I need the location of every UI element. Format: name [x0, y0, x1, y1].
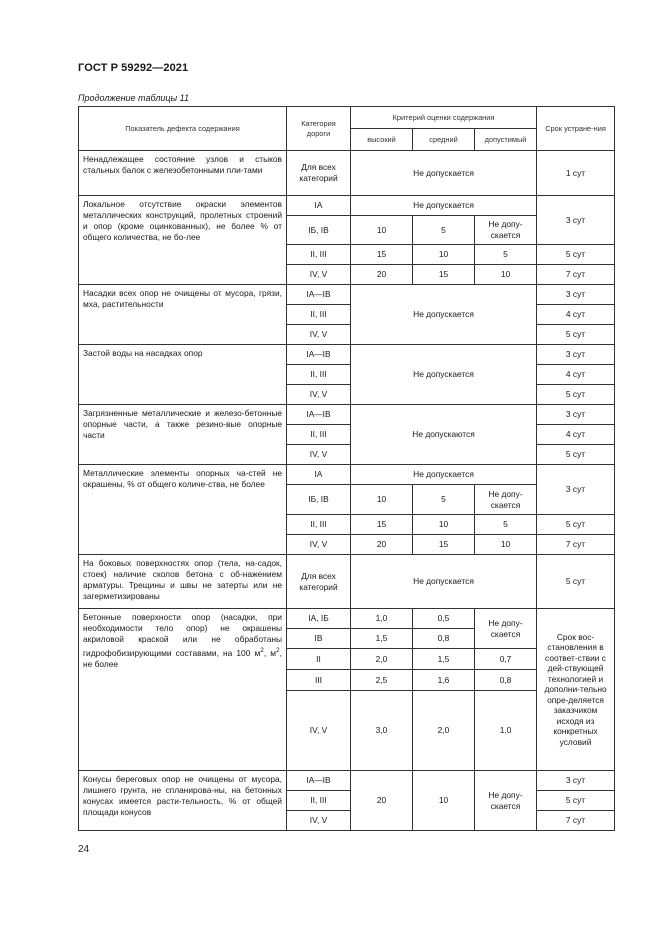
row-category: II, III: [287, 791, 351, 811]
row-allowed: 0,7: [475, 649, 537, 670]
row-category: IA: [287, 196, 351, 216]
row-high: 1,5: [351, 629, 413, 649]
table-row: [79, 609, 615, 629]
row-term: 5 сут: [537, 555, 615, 609]
desc-part: Бетонные поверхности опор (насадки, при необходимости тело опор) не окрашены акриловой краской или не обработаны гидрофобизирующими составами, на 100 м: [83, 612, 282, 658]
row-description: Застой воды на насадках опор: [79, 345, 287, 405]
table-row: [79, 771, 615, 791]
row-criteria: Не допускается: [351, 151, 537, 196]
row-term: 7 сут: [537, 811, 615, 831]
header-criteria: Критерий оценки содержания: [351, 107, 537, 129]
header-indicator: Показатель дефекта содержания: [79, 107, 287, 151]
row-category: IA—IB: [287, 405, 351, 425]
row-allowed: Не допу-скается: [475, 485, 537, 515]
row-category: Для всех категорий: [287, 555, 351, 609]
row-criteria: Не допускается: [351, 196, 537, 216]
document-title: ГОСТ Р 59292—2021: [78, 62, 189, 74]
row-medium: 0,8: [413, 629, 475, 649]
row-term: 5 сут: [537, 245, 615, 265]
defects-table: [78, 106, 615, 831]
row-category: IV, V: [287, 691, 351, 771]
row-allowed: 1,0: [475, 691, 537, 771]
row-high: 1,0: [351, 609, 413, 629]
row-term: 3 сут: [537, 285, 615, 305]
row-allowed: 10: [475, 265, 537, 285]
row-category: II, III: [287, 515, 351, 535]
header-row: [79, 107, 615, 129]
header-high: высокий: [351, 129, 413, 151]
desc-part: , м: [263, 647, 277, 658]
row-description: Ненадлежащее состояние узлов и стыков стальных балок с железобетонными пли-тами: [79, 151, 287, 196]
row-term: 5 сут: [537, 385, 615, 405]
row-medium: 0,5: [413, 609, 475, 629]
row-high: 15: [351, 515, 413, 535]
row-description: Локальное отсутствие окраски элементов металлических конструкций, пролетных строений и опор (кроме оцинкованных), не более % от общего количества, не бо-лее: [79, 196, 287, 285]
row-high: 3,0: [351, 691, 413, 771]
row-allowed: Не допу-скается: [475, 216, 537, 245]
row-category: IA—IB: [287, 771, 351, 791]
row-term: 7 сут: [537, 535, 615, 555]
row-category: IV, V: [287, 325, 351, 345]
row-medium: 15: [413, 535, 475, 555]
row-high: 10: [351, 485, 413, 515]
row-category: IV, V: [287, 811, 351, 831]
table-row: [79, 465, 615, 485]
row-medium: 10: [413, 245, 475, 265]
superscript: 2: [276, 647, 280, 654]
superscript: 2: [260, 647, 264, 654]
row-high: 20: [351, 265, 413, 285]
table-row: [79, 555, 615, 609]
row-criteria: Не допускаются: [351, 405, 537, 465]
row-allowed: Не допу-скается: [475, 771, 537, 831]
header-category: Категория дороги: [287, 107, 351, 151]
row-category: IV, V: [287, 265, 351, 285]
row-description: Конусы береговых опор не очищены от мусора, лишнего грунта, не спланирова-ны, на бетонных конусах имеется расти-тельность, % от общей площади конусов: [79, 771, 287, 831]
table-row: [79, 151, 615, 196]
row-high: 15: [351, 245, 413, 265]
row-criteria: Не допускается: [351, 285, 537, 345]
table-row: [79, 405, 615, 425]
row-category: IБ, IВ: [287, 216, 351, 245]
row-term: 3 сут: [537, 465, 615, 515]
row-medium: 10: [413, 515, 475, 535]
row-allowed: Не допу-скается: [475, 609, 537, 649]
row-category: III: [287, 670, 351, 691]
row-allowed: 5: [475, 245, 537, 265]
row-medium: 2,0: [413, 691, 475, 771]
row-term: 7 сут: [537, 265, 615, 285]
row-category: II, III: [287, 305, 351, 325]
row-category: IV, V: [287, 445, 351, 465]
row-description: [79, 609, 287, 771]
row-category: IV, V: [287, 385, 351, 405]
row-term: 5 сут: [537, 325, 615, 345]
header-term: Срок устране-ния: [537, 107, 615, 151]
row-category: IB: [287, 629, 351, 649]
row-term: 4 сут: [537, 365, 615, 385]
row-high: 2,5: [351, 670, 413, 691]
page-number: 24: [78, 844, 90, 855]
row-term: 5 сут: [537, 791, 615, 811]
row-category: II, III: [287, 425, 351, 445]
row-category: IA: [287, 465, 351, 485]
table-row: [79, 345, 615, 365]
row-high: 10: [351, 216, 413, 245]
row-description: Загрязненные металлические и железо-бетонные опорные части, а также резино-вые опорные части: [79, 405, 287, 465]
row-category: II: [287, 649, 351, 670]
row-description: На боковых поверхностях опор (тела, на-садок, стоек) наличие сколов бетона с об-нажением арматуры. Трещины и швы не затерты или не загерметизированы: [79, 555, 287, 609]
header-medium: средний: [413, 129, 475, 151]
row-term: 3 сут: [537, 405, 615, 425]
header-allowed: допустимый: [475, 129, 537, 151]
row-category: IA—IB: [287, 345, 351, 365]
desc-part: , не более: [83, 647, 282, 669]
row-medium: 5: [413, 485, 475, 515]
row-term: 3 сут: [537, 771, 615, 791]
row-medium: 5: [413, 216, 475, 245]
row-high: 20: [351, 535, 413, 555]
row-medium: 10: [413, 771, 475, 831]
row-high: 20: [351, 771, 413, 831]
row-description: Насадки всех опор не очищены от мусора, грязи, мха, растительности: [79, 285, 287, 345]
row-term: Срок вос-становления в соответ-ствии с дей-ствующей технологией и дополни-тельно опре-деляется заказчиком исходя из конкретных условий: [537, 609, 615, 771]
row-criteria: Не допускается: [351, 555, 537, 609]
row-category: IБ, IВ: [287, 485, 351, 515]
row-criteria: Не допускается: [351, 345, 537, 405]
row-term: 5 сут: [537, 515, 615, 535]
row-term: 1 сут: [537, 151, 615, 196]
row-medium: 1,6: [413, 670, 475, 691]
row-criteria: Не допускается: [351, 465, 537, 485]
table-row: [79, 285, 615, 305]
row-allowed: 0,8: [475, 670, 537, 691]
row-category: IA, IБ: [287, 609, 351, 629]
table-continuation-caption: Продолжение таблицы 11: [78, 93, 190, 103]
row-description: Металлические элементы опорных ча-стей не окрашены, % от общего количе-ства, не более: [79, 465, 287, 555]
row-category: II, III: [287, 245, 351, 265]
row-term: 4 сут: [537, 425, 615, 445]
row-medium: 1,5: [413, 649, 475, 670]
table-row: [79, 196, 615, 216]
row-category: IV, V: [287, 535, 351, 555]
row-category: II, III: [287, 365, 351, 385]
row-term: 4 сут: [537, 305, 615, 325]
row-allowed: 5: [475, 515, 537, 535]
row-high: 2,0: [351, 649, 413, 670]
row-term: 3 сут: [537, 345, 615, 365]
row-allowed: 10: [475, 535, 537, 555]
row-category: IA—IB: [287, 285, 351, 305]
row-category: Для всех категорий: [287, 151, 351, 196]
row-medium: 15: [413, 265, 475, 285]
row-term: 3 сут: [537, 196, 615, 245]
row-term: 5 сут: [537, 445, 615, 465]
